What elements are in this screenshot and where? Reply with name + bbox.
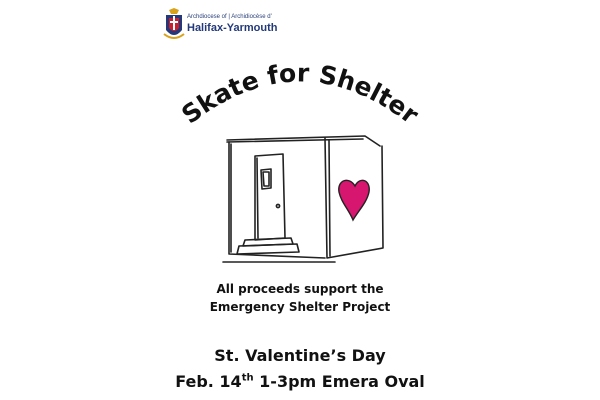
event-date: Feb. 14 bbox=[175, 372, 242, 391]
page-title: Skate for Shelter bbox=[176, 58, 424, 130]
support-line-2: Emergency Shelter Project bbox=[209, 300, 391, 314]
support-line-1: All proceeds support the bbox=[216, 282, 384, 296]
logo-text-small: Archdiocese of | Archidiocèse d' bbox=[187, 14, 272, 20]
svg-text:Skate for Shelter bbox=[176, 58, 424, 130]
event-day: St. Valentine’s Day bbox=[214, 346, 386, 365]
event-date-suffix: th bbox=[241, 372, 254, 384]
heart-icon bbox=[339, 180, 369, 220]
cabin-icon bbox=[215, 126, 395, 276]
logo-text-main: Halifax-Yarmouth bbox=[187, 22, 278, 34]
event-time-location: 1-3pm Emera Oval bbox=[253, 372, 425, 391]
event-date-time bbox=[0, 372, 600, 391]
